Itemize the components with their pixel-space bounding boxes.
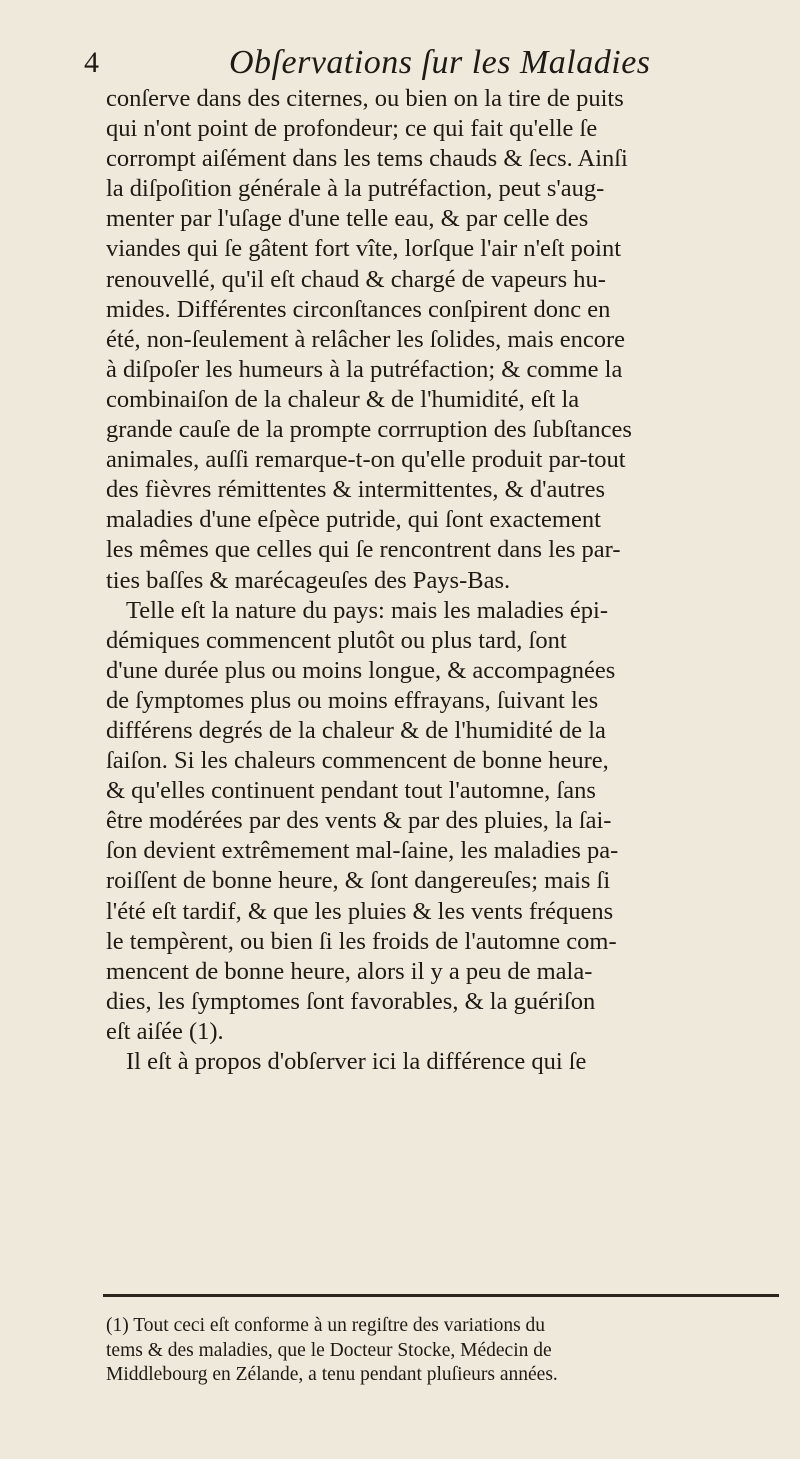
text-line: Il eſt à propos d'obſerver ici la différence qui ſe xyxy=(126,1048,587,1075)
text-line: dies, les ſymptomes ſont favorables, & la guériſon xyxy=(106,987,596,1015)
text-line: des fièvres rémittentes & intermittentes, & d'autres xyxy=(106,476,606,504)
text-line: Telle eſt la nature du pays: mais les maladies épi- xyxy=(126,596,608,624)
footnote xyxy=(106,1314,782,1388)
text-line: mides. Différentes circonſtances conſpirent donc en xyxy=(106,295,611,323)
text-line: conſerve dans des citernes, ou bien on la tire de puits xyxy=(106,85,624,112)
text-line: qui n'ont point de profondeur; ce qui fait qu'elle ſe xyxy=(106,115,598,143)
footnote-line: tems & des maladies, que le Docteur Stocke, Médecin de xyxy=(106,1339,552,1361)
text-line: de ſymptomes plus ou moins effrayans, ſuivant les xyxy=(106,686,599,714)
text-line: la diſpoſition générale à la putréfaction, peut s'aug- xyxy=(106,175,605,203)
text-line: roiſſent de bonne heure, & ſont dangereuſes; mais ſi xyxy=(106,867,611,895)
footnote-rule xyxy=(103,1294,779,1297)
text-line: corrompt aiſément dans les tems chauds & ſecs. Ainſi xyxy=(106,145,628,173)
page-header xyxy=(84,44,764,88)
text-line: démiques commencent plutôt ou plus tard, ſont xyxy=(106,626,567,654)
running-title: Obſervations ſur les Maladies xyxy=(229,44,651,81)
text-line: être modérées par des vents & par des pluies, la ſai- xyxy=(106,807,612,835)
text-line: & qu'elles continuent pendant tout l'automne, ſans xyxy=(106,777,596,805)
text-line: mencent de bonne heure, alors il y a peu de mala- xyxy=(106,957,593,985)
text-line: l'été eſt tardif, & que les pluies & les vents fréquens xyxy=(106,897,614,925)
text-line: les mêmes que celles qui ſe rencontrent dans les par- xyxy=(106,536,621,564)
text-line: le tempèrent, ou bien ſi les froids de l'automne com- xyxy=(106,927,617,955)
text-line: différens degrés de la chaleur & de l'humidité de la xyxy=(106,716,606,744)
footnote-line: (1) Tout ceci eſt conforme à un regiſtre des variations du xyxy=(106,1315,546,1336)
text-line: à diſpoſer les humeurs à la putréfaction; & comme la xyxy=(106,355,623,383)
text-line: ſaiſon. Si les chaleurs commencent de bonne heure, xyxy=(106,747,609,775)
text-line: grande cauſe de la prompte corrruption des ſubſtances xyxy=(106,416,632,444)
text-line: renouvellé, qu'il eſt chaud & chargé de vapeurs hu- xyxy=(106,265,606,293)
footnote-line: Middlebourg en Zélande, a tenu pendant pluſieurs années. xyxy=(106,1364,558,1385)
text-line: animales, auſſi remarque-t-on qu'elle produit par-tout xyxy=(106,446,626,474)
text-line: viandes qui ſe gâtent fort vîte, lorſque l'air n'eſt point xyxy=(106,235,622,263)
text-line: maladies d'une eſpèce putride, qui ſont exactement xyxy=(106,506,601,534)
text-line: combinaiſon de la chaleur & de l'humidité, eſt la xyxy=(106,385,580,413)
text-line: menter par l'uſage d'une telle eau, & par celle des xyxy=(106,205,589,233)
text-line: ties baſſes & marécageuſes des Pays-Bas. xyxy=(106,566,511,594)
body-text xyxy=(106,84,782,1077)
text-line: ſon devient extrêmement mal-ſaine, les maladies pa- xyxy=(106,837,619,865)
page-number: 4 xyxy=(84,46,99,79)
text-line: eſt aiſée (1). xyxy=(106,1017,224,1045)
text-line: été, non-ſeulement à relâcher les ſolides, mais encore xyxy=(106,325,626,353)
text-line: d'une durée plus ou moins longue, & accompagnées xyxy=(106,656,616,684)
